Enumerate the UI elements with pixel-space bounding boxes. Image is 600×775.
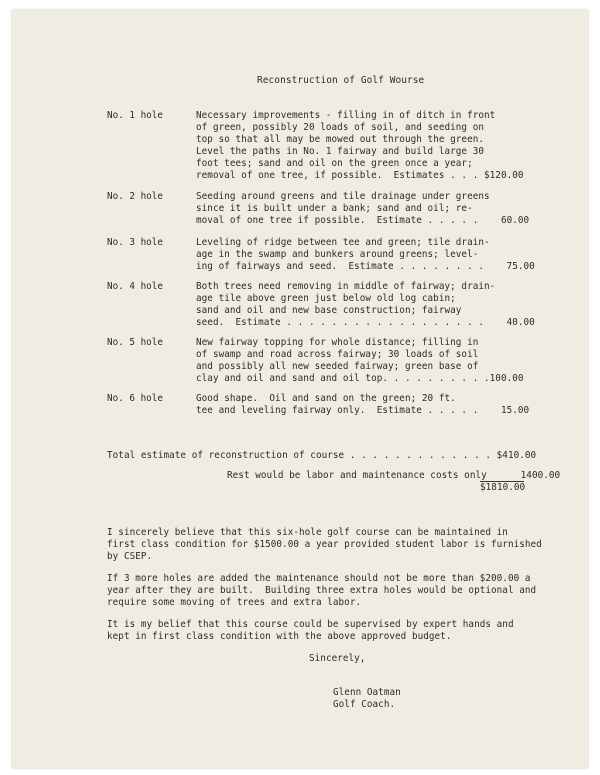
hole-line: since it is built under a bank; sand and oil; re- [196, 203, 473, 214]
signature-name: Glenn Oatman [333, 687, 401, 698]
hole-line: ing of fairways and seed. Estimate . . . . . . . . 75.00 [196, 261, 535, 272]
hole-line: age in the swamp and bunkers around greens; level- [196, 249, 479, 260]
hole-line: removal of one tree, if possible. Estimates . . . $120.00 [196, 170, 524, 181]
typed-letter-page [12, 10, 588, 768]
paragraph-line: It is my belief that this course could be supervised by expert hands and [107, 619, 514, 630]
hole-label: No. 4 hole [107, 281, 163, 292]
hole-line: Level the paths in No. 1 fairway and build large 30 [196, 146, 485, 157]
hole-line: Seeding around greens and tile drainage under greens [196, 191, 490, 202]
paragraph-line: first class condition for $1500.00 a year provided student labor is furnished [107, 539, 542, 550]
paragraph-line: If 3 more holes are added the maintenance should not be more than $200.00 a [107, 573, 531, 584]
paragraph-line: kept in first class condition with the above approved budget. [107, 631, 452, 642]
hole-line: tee and leveling fairway only. Estimate . . . . . 15.00 [196, 405, 530, 416]
hole-line: foot tees; sand and oil on the green once a year; [196, 158, 473, 169]
paragraph-line: require some moving of trees and extra labor. [107, 597, 362, 608]
hole-line: of swamp and road across fairway; 30 loads of soil [196, 349, 479, 360]
hole-label: No. 6 hole [107, 393, 163, 404]
hole-line: of green, possibly 20 loads of soil, and seeding on [196, 122, 485, 133]
hole-line: Leveling of ridge between tee and green; tile drain- [196, 237, 490, 248]
paragraph-line: I sincerely believe that this six-hole golf course can be maintained in [107, 527, 508, 538]
total-estimate-line: Total estimate of reconstruction of course . . . . . . . . . . . . . $410.00 [107, 450, 537, 461]
hole-label: No. 5 hole [107, 337, 163, 348]
closing: Sincerely, [309, 653, 366, 664]
grand-total: $1810.00 [480, 482, 526, 493]
hole-line: seed. Estimate . . . . . . . . . . . . . . . . . . 40.00 [196, 317, 535, 328]
hole-line: clay and oil and sand and oil top. . . . . . . . . .100.00 [196, 373, 524, 384]
paragraph-line: by CSEP. [107, 551, 153, 562]
hole-line: Both trees need removing in middle of fairway; drain- [196, 281, 496, 292]
signature-role: Golf Coach. [333, 699, 396, 710]
hole-label: No. 1 hole [107, 110, 163, 121]
hole-label: No. 2 hole [107, 191, 163, 202]
hole-line: Good shape. Oil and sand on the green; 20 ft. [196, 393, 456, 404]
page-title: Reconstruction of Golf Wourse [257, 75, 425, 86]
hole-line: age tile above green just below old log cabin; [196, 293, 456, 304]
hole-line: sand and oil and new base construction; fairway [196, 305, 462, 316]
hole-line: moval of one tree if possible. Estimate . . . . . 60.00 [196, 215, 530, 226]
hole-line: New fairway topping for whole distance; filling in [196, 337, 479, 348]
paragraph-line: year after they are built. Building three extra holes would be optional and [107, 585, 537, 596]
hole-label: No. 3 hole [107, 237, 163, 248]
rest-costs-line: Rest would be labor and maintenance costs only 1400.00 [227, 470, 561, 481]
hole-line: top so that all may be mowed out through the green. [196, 134, 485, 145]
hole-line: and possibly all new seeded fairway; green base of [196, 361, 479, 372]
hole-line: Necessary improvements - filling in of ditch in front [196, 110, 496, 121]
